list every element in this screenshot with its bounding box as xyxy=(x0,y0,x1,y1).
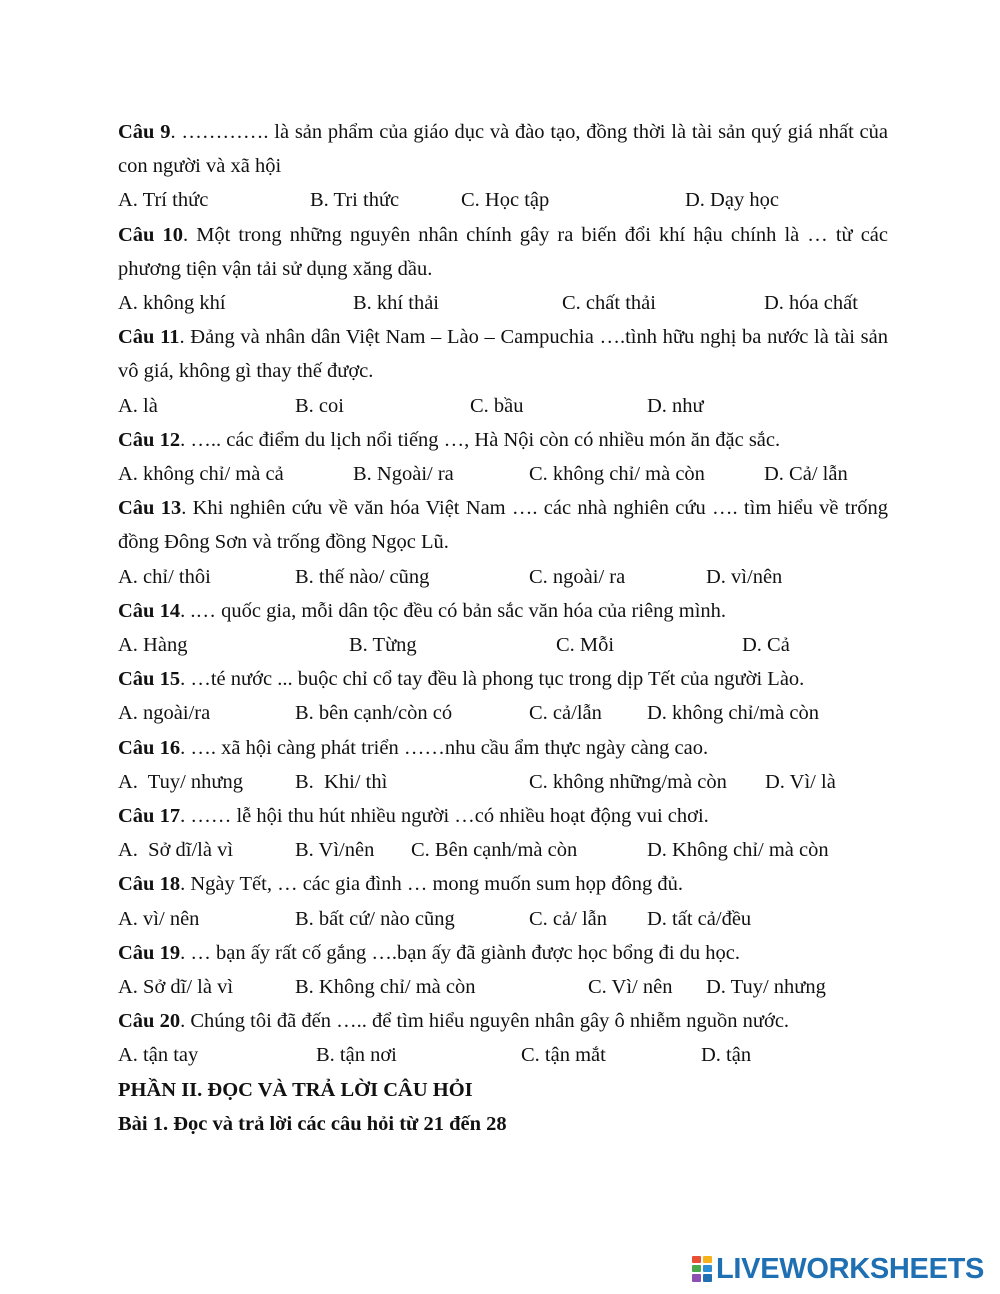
question-number: Câu 18 xyxy=(118,873,181,896)
question-16 xyxy=(118,731,888,765)
option-c[interactable]: C. cả/lẫn xyxy=(529,702,602,725)
option-d[interactable]: D. hóa chất xyxy=(764,292,858,314)
question-number: Câu 16 xyxy=(118,736,181,759)
option-c[interactable]: C. ngoài/ ra xyxy=(529,565,626,588)
option-b[interactable]: B. Không chỉ/ mà còn xyxy=(295,975,476,998)
option-a[interactable]: A. không chỉ/ mà cả xyxy=(118,462,284,485)
option-a[interactable]: A. ngoài/ra xyxy=(118,702,211,725)
option-d[interactable]: D. Tuy/ nhưng xyxy=(706,975,826,998)
question-10 xyxy=(118,218,888,286)
question-number: Câu 10 xyxy=(118,223,184,246)
option-b[interactable]: B. khí thải xyxy=(353,292,439,314)
option-a[interactable]: A. Sở dĩ/ là vì xyxy=(118,975,234,998)
question-number: Câu 20 xyxy=(118,1010,181,1033)
question-text: . …………. là sản phẩm của giáo dục và đào tạo, đồng thời là tài sản quý giá nhất của con người và xã hội xyxy=(118,121,888,178)
question-text: . Đảng và nhân dân Việt Nam – Lào – Campuchia ….tình hữu nghị ba nước là tài sản vô giá, không gì thay thế được. xyxy=(118,326,888,383)
option-d[interactable]: D. như xyxy=(647,394,704,417)
option-b[interactable]: B. Vì/nên xyxy=(295,839,375,862)
question-number: Câu 13 xyxy=(118,497,182,520)
option-a[interactable]: A. Sở dĩ/là vì xyxy=(118,839,234,862)
option-a[interactable]: A. Hàng xyxy=(118,633,188,656)
logo-text: LIVEWORKSHEETS xyxy=(716,1252,985,1285)
option-b[interactable]: B. tận nơi xyxy=(316,1044,397,1067)
option-b[interactable]: B. Khi/ thì xyxy=(295,770,388,793)
option-c[interactable]: C. cả/ lẫn xyxy=(529,907,607,930)
question-text: . …. xã hội càng phát triển ……nhu cầu ẩm thực ngày càng cao. xyxy=(180,736,709,759)
options-11 xyxy=(118,389,888,423)
option-a[interactable]: A. chỉ/ thôi xyxy=(118,565,211,588)
option-b[interactable]: B. bên cạnh/còn có xyxy=(295,702,453,725)
question-15 xyxy=(118,662,888,696)
question-text: . Một trong những nguyên nhân chính gây ra biến đổi khí hậu chính là … từ các phương tiện vận tải sử dụng xăng dầu. xyxy=(118,223,888,280)
question-13 xyxy=(118,491,888,559)
question-number: Câu 19 xyxy=(118,941,181,964)
question-20 xyxy=(118,1004,888,1038)
option-d[interactable]: D. không chỉ/mà còn xyxy=(647,702,819,725)
option-d[interactable]: D. vì/nên xyxy=(706,565,783,588)
option-c[interactable]: C. không chỉ/ mà còn xyxy=(529,462,705,485)
option-d[interactable]: D. Dạy học xyxy=(685,189,779,212)
option-b[interactable]: B. Từng xyxy=(349,633,417,656)
options-10 xyxy=(118,286,888,320)
option-b[interactable]: B. thế nào/ cũng xyxy=(295,565,430,588)
option-d[interactable]: D. Cả/ lẫn xyxy=(764,462,848,485)
options-16 xyxy=(118,765,888,799)
option-c[interactable]: C. bầu xyxy=(470,394,524,417)
option-d[interactable]: D. Vì/ là xyxy=(765,770,836,793)
question-text: . … bạn ấy rất cố gắng ….bạn ấy đã giành được học bổng đi du học. xyxy=(180,941,741,964)
option-c[interactable]: C. Mỗi xyxy=(556,633,615,656)
option-c[interactable]: C. Vì/ nên xyxy=(588,975,673,998)
option-b[interactable]: B. coi xyxy=(295,394,344,417)
options-12 xyxy=(118,457,888,491)
option-a[interactable]: A. tận tay xyxy=(118,1044,199,1067)
options-20 xyxy=(118,1038,888,1072)
question-number: Câu 12 xyxy=(118,428,181,451)
question-text: . Khi nghiên cứu về văn hóa Việt Nam …. các nhà nghiên cứu …. tìm hiểu về trống đồng Đông Sơn và trống đồng Ngọc Lũ. xyxy=(118,497,888,554)
question-19 xyxy=(118,936,888,970)
option-b[interactable]: B. Ngoài/ ra xyxy=(353,462,454,485)
option-d[interactable]: D. tất cả/đều xyxy=(647,907,752,930)
question-18 xyxy=(118,867,888,901)
section-title: PHẦN II. ĐỌC VÀ TRẢ LỜI CÂU HỎI xyxy=(118,1078,473,1101)
options-17 xyxy=(118,833,888,867)
question-text: . Ngày Tết, … các gia đình … mong muốn sum họp đông đủ. xyxy=(180,873,684,896)
question-text: . ….. các điểm du lịch nổi tiếng …, Hà Nội còn có nhiều món ăn đặc sắc. xyxy=(180,428,781,451)
question-number: Câu 9 xyxy=(118,121,171,143)
options-9 xyxy=(118,183,888,217)
options-19 xyxy=(118,970,888,1004)
question-text: . …té nước ... buộc chỉ cổ tay đều là phong tục trong dịp Tết của người Lào. xyxy=(180,668,805,691)
option-a[interactable]: A. Trí thức xyxy=(118,189,209,212)
question-14 xyxy=(118,594,888,628)
worksheet-content xyxy=(118,115,888,1141)
option-d[interactable]: D. Cả xyxy=(742,633,790,656)
question-number: Câu 15 xyxy=(118,668,181,691)
question-17 xyxy=(118,799,888,833)
option-c[interactable]: C. Bên cạnh/mà còn xyxy=(411,839,578,862)
question-12 xyxy=(118,423,888,457)
question-text: . …… lễ hội thu hút nhiều người …có nhiều hoạt động vui chơi. xyxy=(180,804,709,827)
options-14 xyxy=(118,628,888,662)
question-number: Câu 14 xyxy=(118,599,181,622)
option-d[interactable]: D. Không chỉ/ mà còn xyxy=(647,839,829,862)
question-number: Câu 17 xyxy=(118,804,181,827)
options-15 xyxy=(118,696,888,730)
option-a[interactable]: A. vì/ nên xyxy=(118,907,200,930)
question-text: . .… quốc gia, mỗi dân tộc đều có bản sắc văn hóa của riêng mình. xyxy=(180,599,727,622)
subsection-title: Bài 1. Đọc và trả lời các câu hỏi từ 21 đến 28 xyxy=(118,1112,507,1135)
liveworksheets-logo[interactable] xyxy=(692,1252,984,1286)
option-a[interactable]: A. Tuy/ nhưng xyxy=(118,770,244,793)
question-number: Câu 11 xyxy=(118,326,180,349)
option-c[interactable]: C. Học tập xyxy=(461,189,550,212)
options-13 xyxy=(118,560,888,594)
option-b[interactable]: B. bất cứ/ nào cũng xyxy=(295,907,455,930)
option-d[interactable]: D. tận xyxy=(701,1044,752,1067)
option-b[interactable]: B. Tri thức xyxy=(310,189,400,212)
option-a[interactable]: A. không khí xyxy=(118,292,226,314)
question-text: . Chúng tôi đã đến ….. để tìm hiểu nguyên nhân gây ô nhiễm nguồn nước. xyxy=(180,1010,790,1033)
option-c[interactable]: C. chất thải xyxy=(562,292,656,314)
question-9 xyxy=(118,115,888,183)
option-c[interactable]: C. tận mắt xyxy=(521,1044,606,1067)
options-18 xyxy=(118,902,888,936)
liveworksheets-logo-icon xyxy=(692,1256,712,1282)
question-11 xyxy=(118,320,888,388)
option-a[interactable]: A. là xyxy=(118,394,158,417)
option-c[interactable]: C. không những/mà còn xyxy=(529,770,727,793)
